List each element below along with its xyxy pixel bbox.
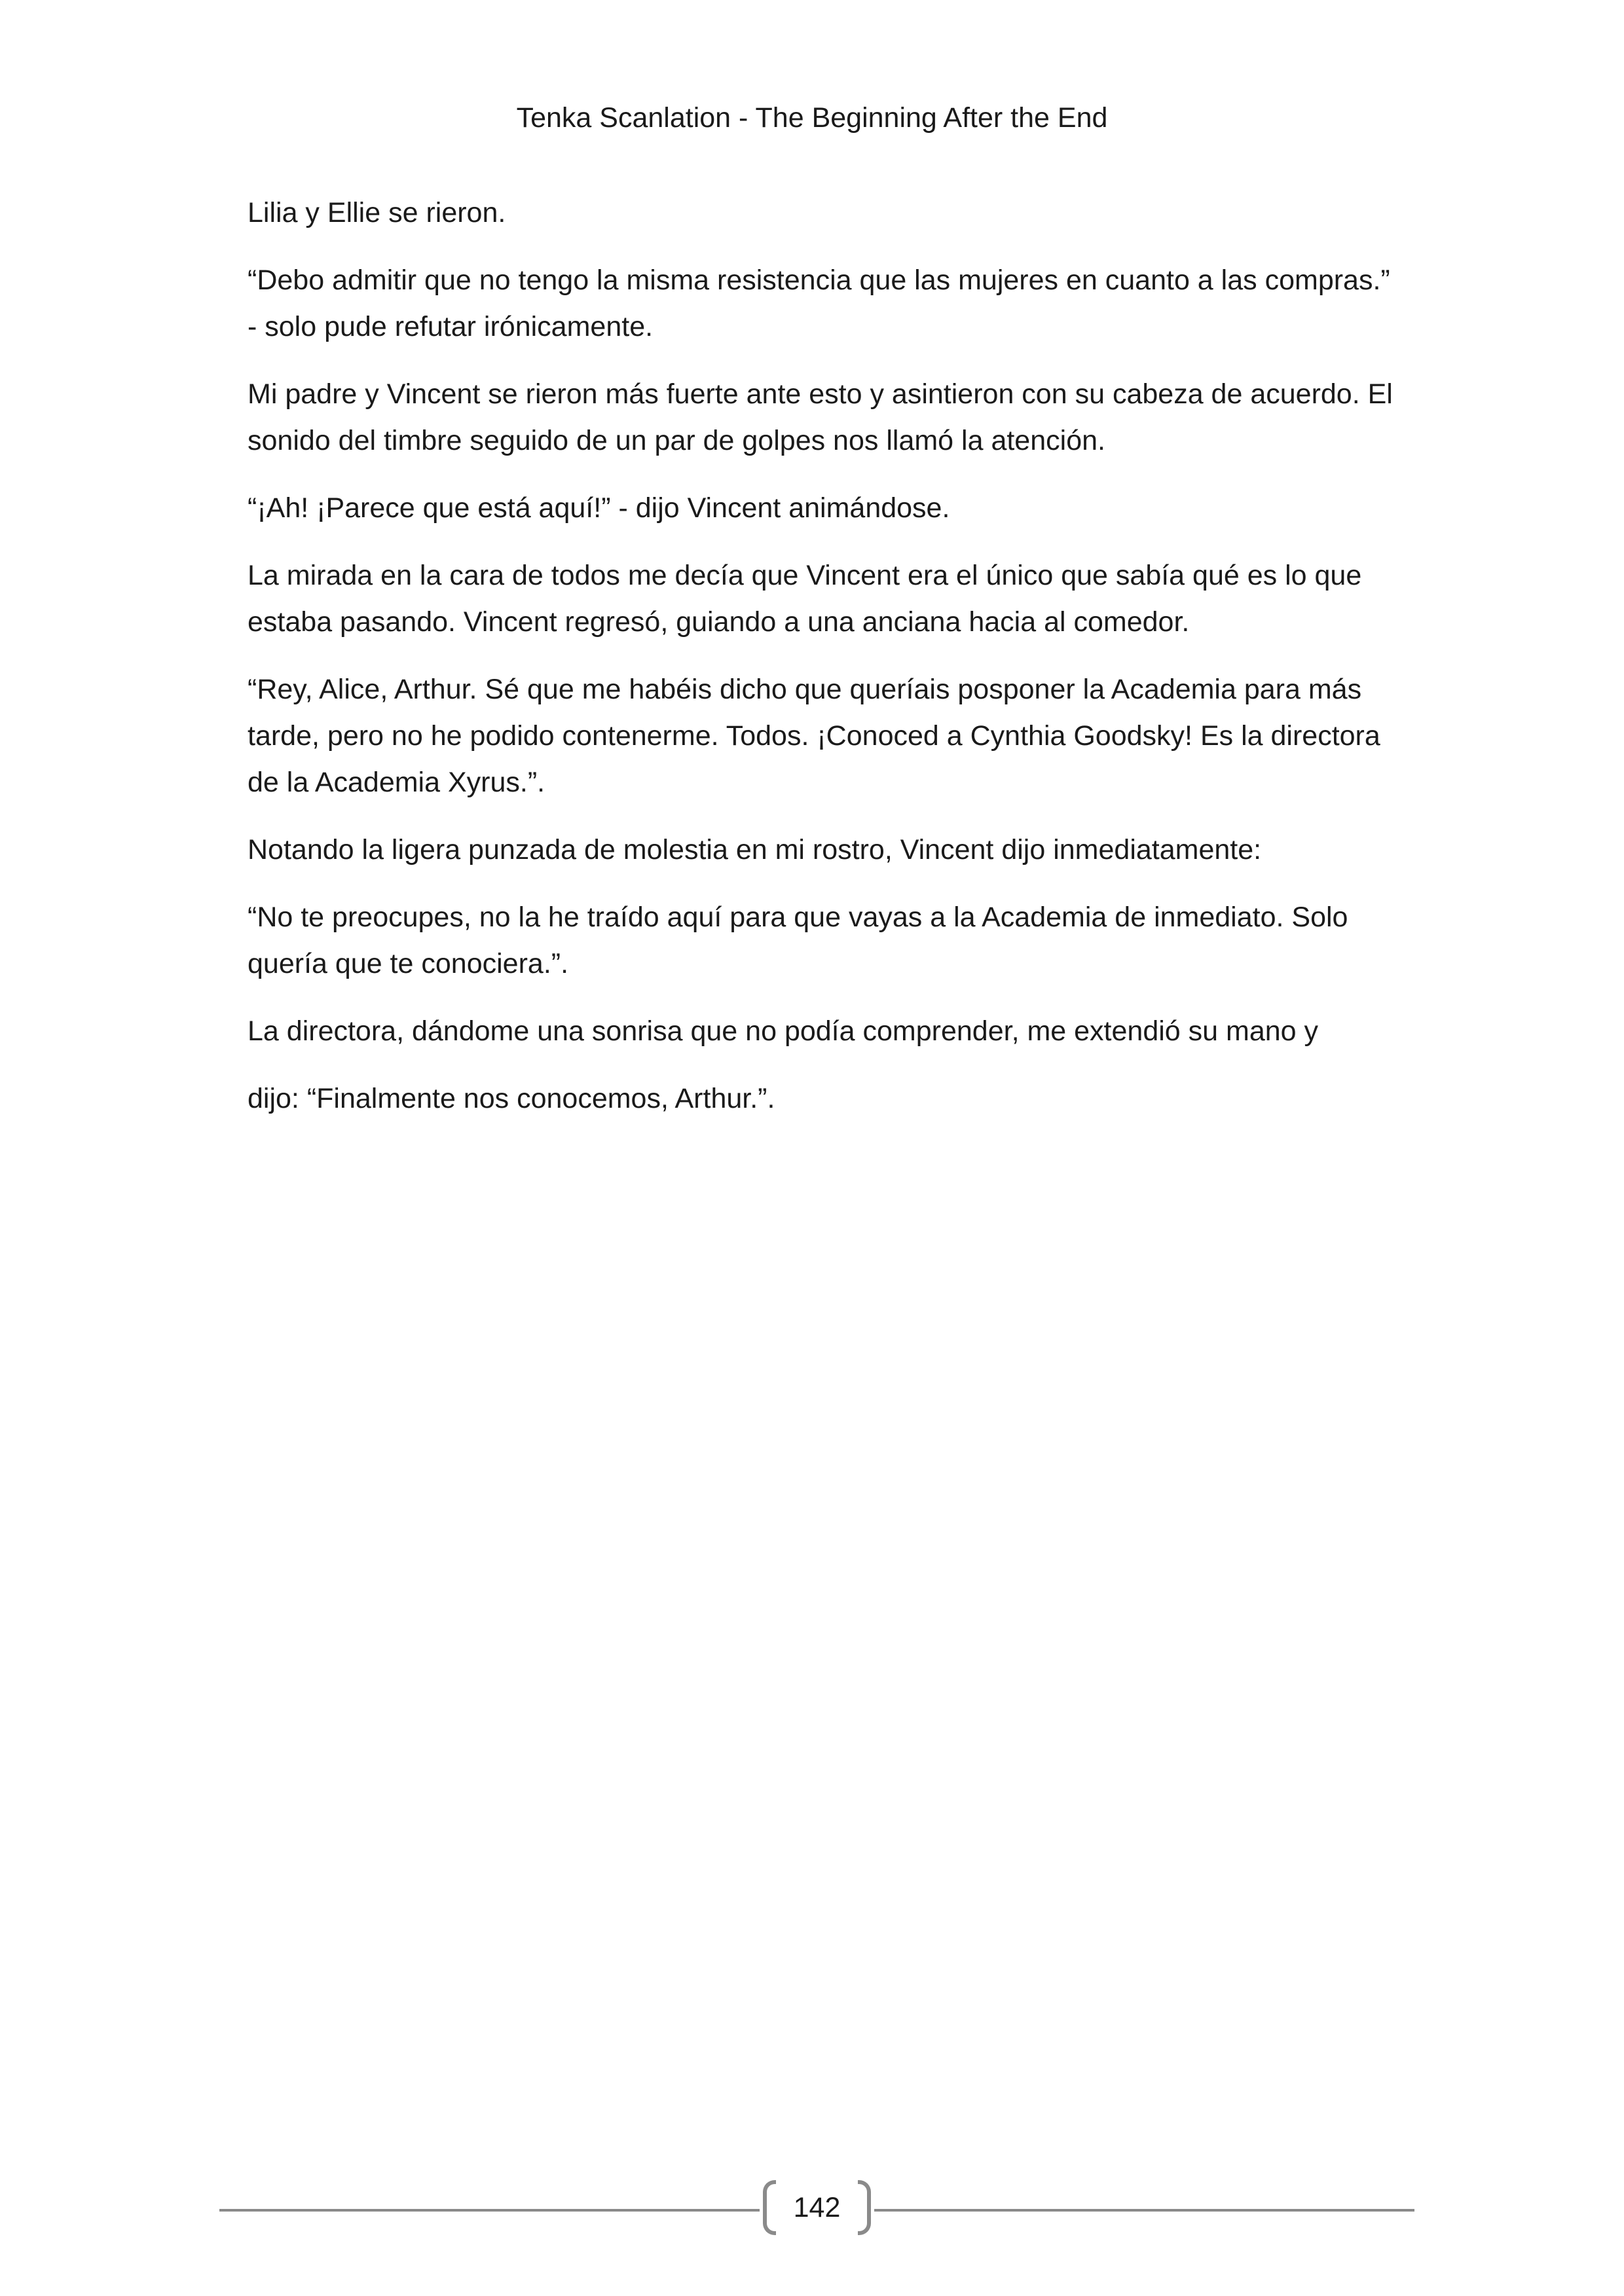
paragraph: Lilia y Ellie se rieron. bbox=[248, 197, 506, 228]
paragraph: Mi padre y Vincent se rieron más fuerte ante esto y asintieron con su cabeza de acuerdo. El sonido del timbre seguido de un par de golpes nos llamó la atención. bbox=[248, 378, 1393, 456]
paragraph: La directora, dándome una sonrisa que no podía comprender, me extendió su mano y bbox=[248, 1015, 1319, 1047]
document-body bbox=[248, 190, 1400, 1143]
paragraph: “Debo admitir que no tengo la misma resistencia que las mujeres en cuanto a las compras.” - solo pude refutar irónicamente. bbox=[248, 264, 1390, 342]
paragraph: dijo: “Finalmente nos conocemos, Arthur.”. bbox=[248, 1083, 775, 1114]
paragraph: “¡Ah! ¡Parece que está aquí!” - dijo Vincent animándose. bbox=[248, 492, 950, 524]
right-bracket-icon bbox=[858, 2180, 871, 2235]
page-number: 142 bbox=[793, 2192, 841, 2223]
footer-rule-right bbox=[874, 2209, 1414, 2212]
paragraph: “No te preocupes, no la he traído aquí para que vayas a la Academia de inmediato. Solo quería que te conociera.”. bbox=[248, 902, 1348, 979]
paragraph: Notando la ligera punzada de molestia en mi rostro, Vincent dijo inmediatamente: bbox=[248, 834, 1262, 866]
paragraph: “Rey, Alice, Arthur. Sé que me habéis dicho que queríais posponer la Academia para más tarde, pero no he podido contenerme. Todos. ¡Conoced a Cynthia Goodsky! Es la directora de la Academia Xyrus.”. bbox=[248, 674, 1380, 798]
page-footer bbox=[219, 2180, 1414, 2239]
footer-rule-left bbox=[219, 2209, 760, 2212]
running-header: Tenka Scanlation - The Beginning After the End bbox=[516, 102, 1108, 134]
paragraph: La mirada en la cara de todos me decía que Vincent era el único que sabía qué es lo que estaba pasando. Vincent regresó, guiando a una anciana hacia al comedor. bbox=[248, 560, 1362, 638]
left-bracket-icon bbox=[763, 2180, 776, 2235]
